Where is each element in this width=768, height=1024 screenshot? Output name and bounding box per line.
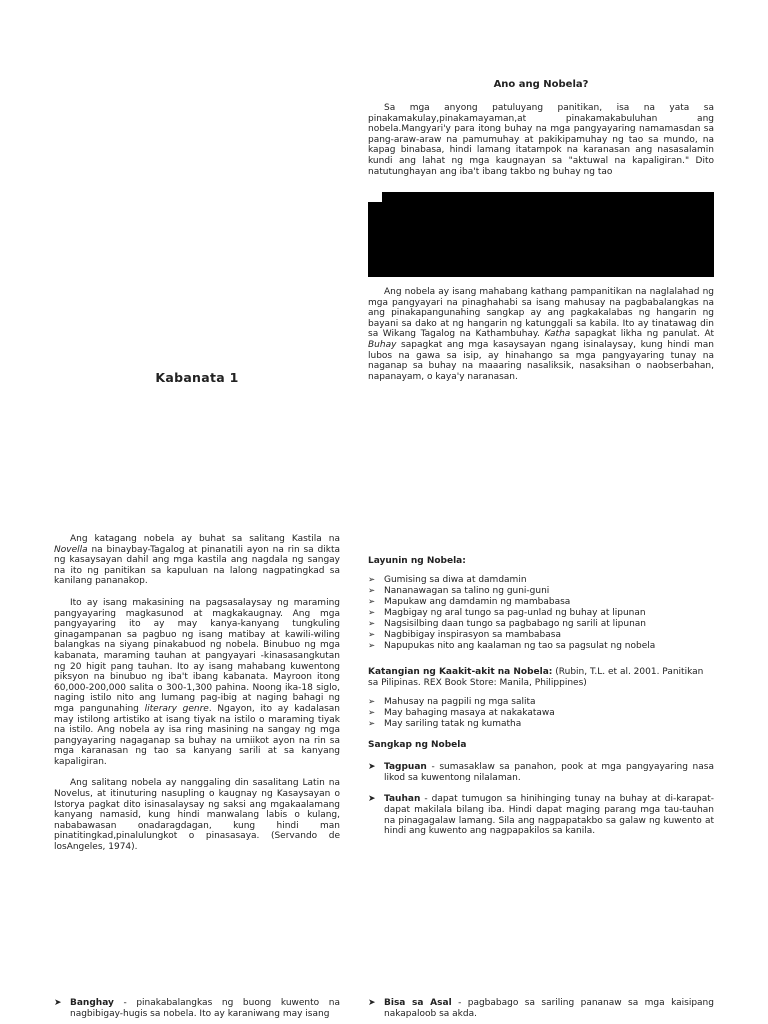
left-column — [54, 534, 340, 853]
black-image-block — [368, 192, 714, 277]
sangkap-heading: Sangkap ng Nobela — [368, 740, 467, 751]
katangian-paragraph — [368, 667, 714, 688]
definition-text-3: sapagkat ang mga kasaysayan ngang isinalaysay, kung hindi man lubos na gawa sa isip, ay hinahango sa mga pangyayaring tunay na naganap sa buhay na maaaring nasaliksik, nasaksihan o naobserbahan, napanayam, o kaya'y naranasan. — [368, 339, 714, 382]
section-title-ano-ang-nobela — [368, 79, 714, 90]
banghay-term: Banghay — [70, 998, 114, 1008]
list-item: ➢ Napupukas nito ang kaalaman ng tao sa pagsulat ng nobela — [368, 641, 714, 652]
katangian-list — [368, 697, 714, 730]
list-item-tagpuan — [368, 762, 714, 783]
chapter-title-text: Kabanata 1 — [155, 370, 239, 385]
intro-paragraph-block — [368, 103, 714, 177]
list-item: ➢ Nagbibigay inspirasyon sa mambabasa — [368, 630, 714, 641]
left-paragraph-3: Ang salitang nobela ay nanggaling din sasalitang Latin na Novelus, at itinuturing nasupling o kaugnay ng Kasaysayan o Istorya pagkat dito isinasalaysay ng saksi ang mgakaalamang kanyang namasid, kung hindi manwalang labis o kulang, nababawasan onadaragdagan, kung hindi man pinatitingkad,pinalulungkot o pinasasaya. (Servando de losAngeles, 1974). — [54, 778, 340, 853]
list-item: ➢ Magbigay ng aral tungo sa pag-unlad ng buhay at lipunan — [368, 608, 714, 619]
p1-text-b: na binaybay-Tagalog at pinanatili ayon na rin sa dikta ng kasaysayan dahil ang mga kastila ang nagdala ng sangay na ito ng panitikan sa kapuluan na lalong nagpatingkad sa kanilang pananakop. — [54, 544, 340, 587]
layunin-heading: Layunin ng Nobela: — [368, 556, 466, 566]
list-item: ➢ Gumising sa diwa at damdamin — [368, 575, 714, 586]
definition-text-2: sapagkat likha ng panulat. At — [574, 329, 714, 340]
left-paragraph-1 — [54, 534, 340, 587]
bisa-term: Bisa sa Asal — [384, 998, 452, 1008]
katangian-heading: Katangian ng Kaakit-akit na Nobela: — [368, 667, 553, 677]
literary-genre-word: literary genre — [144, 703, 209, 714]
list-item: ➢ May bahaging masaya at nakakatawa — [368, 708, 714, 719]
definition-text-1: Ang nobela ay isang mahabang kathang pampanitikan na naglalahad ng mga pangyayari na pinaghahabi sa isang mahusay na pagbabalangkas na ang pinakapangunahing sangkap ay ang pagkakalabas ng hangarin ng bayani sa dako at ng hangarin ng katunggali sa kabila. Ito ay tinatawag din sa Wikang Tagalog na Kathambuhay. — [368, 287, 714, 340]
tagpuan-term: Tagpuan — [384, 762, 427, 773]
intro-paragraph: Sa mga anyong patuluyang panitikan, isa na yata sa pinakamakulay,pinakamayaman,at pinakamakabuluhan ang nobela.Mangyari'y para itong buhay na mga pangyayaring namamasdan sa pang-araw-araw na pamumuhay at pakikipamuhay ng tao sa mundo, na kapag binabasa, hindi lamang itatampok na karanasan ang nasasalamin kundi ang lahat ng mga kaugnayan sa "aktuwal na kapaligiran." Dito natutunghayan ang iba't ibang takbo ng buhay ng tao — [368, 103, 714, 177]
list-item: ➢ Nananawagan sa talino ng guni-guni — [368, 586, 714, 597]
tagpuan-text: - sumasaklaw sa panahon, pook at mga pangyayaring nasa likod sa kuwentong nilalaman. — [384, 762, 714, 783]
list-item-tauhan — [368, 794, 714, 836]
banghay-list — [54, 998, 340, 1019]
list-item: ➢ Mapukaw ang damdamin ng mambabasa — [368, 597, 714, 608]
sangkap-list — [368, 762, 714, 837]
list-item-banghay — [54, 998, 340, 1019]
definition-paragraph-block — [368, 287, 714, 382]
list-item: ➢ Mahusay na pagpili ng mga salita — [368, 697, 714, 708]
katha-word: Katha — [544, 329, 571, 340]
bisa-list — [368, 998, 714, 1019]
layunin-list — [368, 575, 714, 652]
buhay-word: Buhay — [368, 339, 397, 350]
banghay-text: - pinakabalangkas ng buong kuwento na nagbibigay-hugis sa nobela. Ito ay karaniwang may isang — [70, 998, 340, 1019]
novella-word: Novella — [54, 544, 88, 555]
chapter-title — [54, 367, 340, 386]
heading: Ano ang Nobela? — [493, 79, 589, 90]
bottom-left-block — [54, 998, 340, 1019]
p2-text-a: Ito ay isang makasining na pagsasalaysay ng maraming pangyayaring magkasunod at magkakaugnay. Ang mga pangyayaring ito ay may kanya-kanyang tungkuling ginagampanan sa pagbuo ng isang matibay at kawili-wiling balangkas na siyang pinakabuod ng nobela. Binubuo ng mga kabanata, maraming tauhan at pangyayari -kinasasangkutan ng 20 higit pang tauhan. Ito ay isang mahabang kuwentong piksyon na binubuo ng iba't ibang kabanata. Mayroon itong 60,000-200,000 salita o 300-1,300 pahina. Noong ika-18 siglo, naging istilo nito ang lumang pag-ibig at naging bahagi ng mga pangunahing — [54, 597, 340, 714]
bottom-right-block — [368, 998, 714, 1019]
right-column — [368, 556, 714, 837]
tauhan-text: - dapat tumugon sa hinihinging tunay na buhay at di-karapat-dapat makilala bilang iba. Hindi dapat maging parang mga tau-tauhan na pinagagalaw lamang. Sila ang nagpapatakbo sa galaw ng kuwento at hindi ang kuwento ang nagpapakilos sa kanila. — [384, 794, 714, 837]
list-item: ➢ May sariling tatak ng kumatha — [368, 719, 714, 730]
p2-text-b: . Ngayon, ito ay kadalasan may istilong artistiko at isang tiyak na istilo o maraming tiyak na istilo. Ang nobela ay isa ring masining na sangay ng mga pangyayaring nagaganap sa buhay na umiikot ayon na rin sa mga karanasan ng tao sa kanyang sarili at sa kanyang kapaligiran. — [54, 703, 340, 767]
bisa-text: - pagbabago sa sariling pananaw sa mga kaisipang nakapaloob sa akda. — [384, 998, 714, 1019]
katangian-citation: (Rubin, T.L. et al. 2001. Panitikan sa Pilipinas. REX Book Store: Manila, Philippines) — [368, 667, 704, 688]
list-item: ➢ Nagsisilbing daan tungo sa pagbabago ng sarili at lipunan — [368, 619, 714, 630]
list-item-bisa — [368, 998, 714, 1019]
left-paragraph-2 — [54, 598, 340, 768]
definition-paragraph — [368, 287, 714, 382]
p1-text-a: Ang katagang nobela ay buhat sa salitang Kastila na — [70, 534, 340, 544]
tauhan-term: Tauhan — [384, 794, 421, 805]
